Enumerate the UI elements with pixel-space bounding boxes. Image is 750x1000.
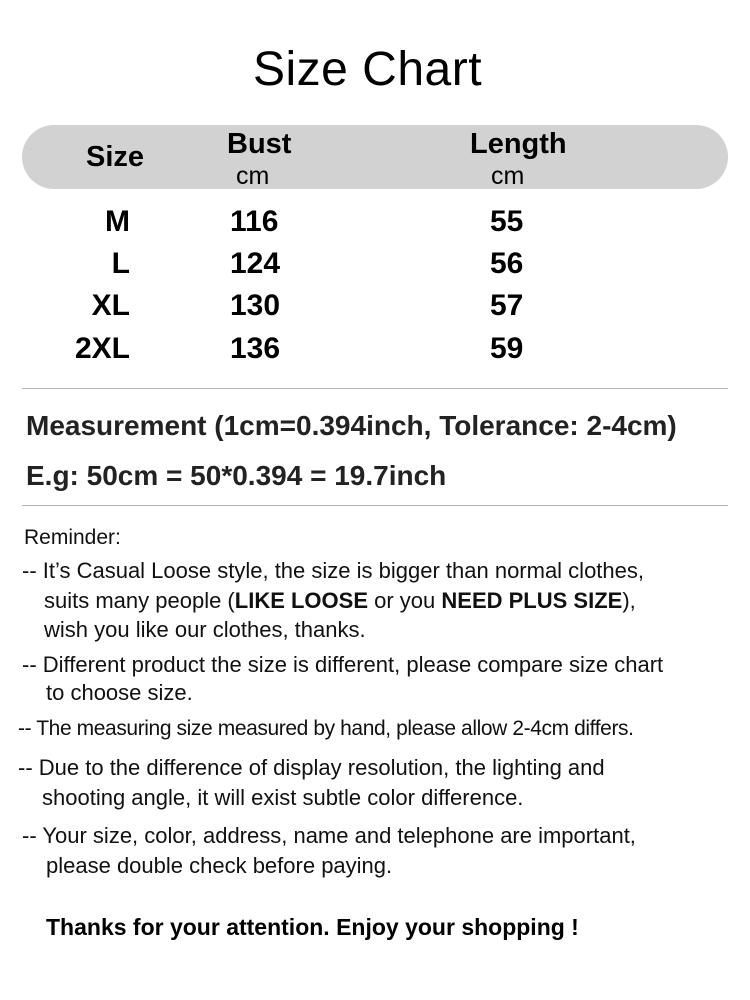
cell-size: XL (91, 289, 130, 322)
reminder-heading: Reminder: (24, 526, 121, 549)
cell-length: 55 (490, 205, 524, 238)
emphasis-plus-size: NEED PLUS SIZE (441, 588, 623, 613)
reminder-item: -- The measuring size measured by hand, please allow 2-4cm differs. (18, 717, 634, 740)
table-row (0, 285, 750, 327)
reminder-item-continued: suits many people (LIKE LOOSE or you NEED PLUS SIZE), (44, 588, 636, 613)
table-row (0, 328, 750, 370)
reminder-item-continued: shooting angle, it will exist subtle color difference. (42, 785, 524, 810)
cell-size: 2XL (74, 332, 130, 365)
reminder-item-continued: please double check before paying. (46, 853, 393, 878)
cell-bust: 130 (230, 289, 281, 322)
cell-length: 56 (490, 247, 524, 280)
cell-bust: 116 (230, 205, 279, 238)
cell-bust: 136 (230, 332, 281, 365)
reminder-item: -- It’s Casual Loose style, the size is bigger than normal clothes, (22, 558, 645, 583)
reminder-item-continued: wish you like our clothes, thanks. (44, 617, 366, 642)
reminder-item-continued: to choose size. (46, 680, 193, 705)
measurement-note: Measurement (1cm=0.394inch, Tolerance: 2-4cm) (26, 410, 677, 441)
divider (22, 505, 728, 506)
page-title: Size Chart (252, 43, 483, 96)
emphasis-like-loose: LIKE LOOSE (234, 588, 369, 613)
reminder-item: -- Different product the size is different, please compare size chart (22, 652, 664, 677)
cell-length: 59 (490, 332, 524, 365)
header-size: Size (86, 141, 145, 173)
header-bust-unit: cm (236, 162, 270, 190)
header-length-unit: cm (491, 162, 525, 190)
reminder-item: -- Your size, color, address, name and telephone are important, (22, 823, 636, 848)
header-length: Length (470, 128, 567, 160)
example-conversion: E.g: 50cm = 50*0.394 = 19.7inch (26, 460, 447, 491)
table-row (0, 201, 750, 243)
cell-size: L (111, 247, 130, 280)
cell-size: M (105, 205, 130, 238)
header-bust: Bust (227, 128, 292, 160)
thanks-message: Thanks for your attention. Enjoy your shopping ! (46, 914, 579, 940)
table-row (0, 243, 750, 285)
divider (22, 388, 728, 389)
reminder-item: -- Due to the difference of display resolution, the lighting and (18, 755, 605, 780)
cell-length: 57 (490, 289, 524, 322)
cell-bust: 124 (230, 247, 281, 280)
